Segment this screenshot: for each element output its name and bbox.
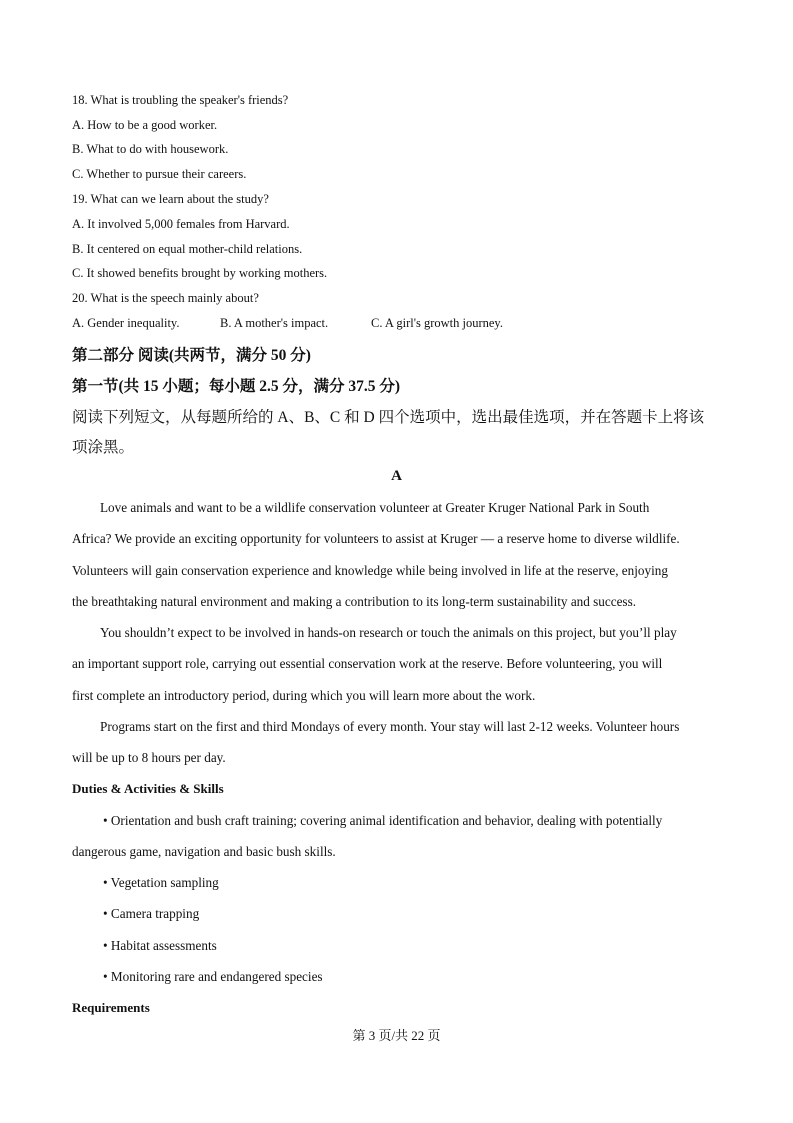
paragraph-line: an important support role, carrying out essential conservation work at the reserve. Before volunteering, you will xyxy=(72,656,663,671)
option-b: B. It centered on equal mother-child relations. xyxy=(72,242,303,256)
option-b: B. What to do with housework. xyxy=(72,142,229,156)
list-item: dangerous game, navigation and basic bush skills. xyxy=(72,844,336,859)
part-heading: 第二部分 阅读(共两节，满分 50 分) xyxy=(72,347,311,364)
options-row xyxy=(72,316,503,331)
question-stem: 18. What is troubling the speaker's friends? xyxy=(72,93,289,107)
instruction-line: 阅读下列短文，从每题所给的 A、B、C 和 D 四个选项中，选出最佳选项，并在答题卡上将该 xyxy=(72,409,705,426)
paragraph-line: first complete an introductory period, during which you will learn more about the work. xyxy=(72,688,536,703)
option-b: B. A mother's impact. xyxy=(220,316,329,330)
paragraph-line: the breathtaking natural environment and making a contribution to its long-term sustainability and success. xyxy=(72,594,636,609)
instruction-line: 项涂黑。 xyxy=(72,439,135,456)
list-item: • Monitoring rare and endangered species xyxy=(103,969,323,984)
list-item: • Camera trapping xyxy=(103,906,200,921)
requirements-heading: Requirements xyxy=(72,1000,150,1015)
option-a: A. It involved 5,000 females from Harvard. xyxy=(72,217,290,231)
section-heading: 第一节(共 15 小题；每小题 2.5 分，满分 37.5 分) xyxy=(72,378,401,395)
list-item: • Habitat assessments xyxy=(103,938,217,953)
list-item: • Orientation and bush craft training; covering animal identification and behavior, dealing with potentially xyxy=(103,813,663,828)
option-a: A. Gender inequality. xyxy=(72,316,180,330)
page-number: 第 3 页/共 22 页 xyxy=(352,1028,441,1043)
option-c: C. Whether to pursue their careers. xyxy=(72,167,247,181)
option-c: C. A girl's growth journey. xyxy=(371,316,503,330)
paragraph-line: Programs start on the first and third Mondays of every month. Your stay will last 2-12 weeks. Volunteer hours xyxy=(100,719,680,734)
option-c: C. It showed benefits brought by working mothers. xyxy=(72,266,328,280)
paragraph-line: will be up to 8 hours per day. xyxy=(72,750,226,765)
paragraph-line: Africa? We provide an exciting opportunity for volunteers to assist at Kruger — a reserve home to diverse wildlife. xyxy=(72,531,680,546)
paragraph-line: Volunteers will gain conservation experience and knowledge while being involved in life at the reserve, enjoying xyxy=(72,563,668,578)
question-stem: 19. What can we learn about the study? xyxy=(72,192,269,206)
paragraph-line: Love animals and want to be a wildlife conservation volunteer at Greater Kruger National Park in South xyxy=(100,500,650,515)
question-stem: 20. What is the speech mainly about? xyxy=(72,291,259,305)
list-item: • Vegetation sampling xyxy=(103,875,219,890)
duties-heading: Duties & Activities & Skills xyxy=(72,781,224,796)
passage-title: A xyxy=(391,468,402,484)
paragraph-line: You shouldn’t expect to be involved in hands-on research or touch the animals on this project, but you’ll play xyxy=(100,625,677,640)
option-a: A. How to be a good worker. xyxy=(72,118,218,132)
